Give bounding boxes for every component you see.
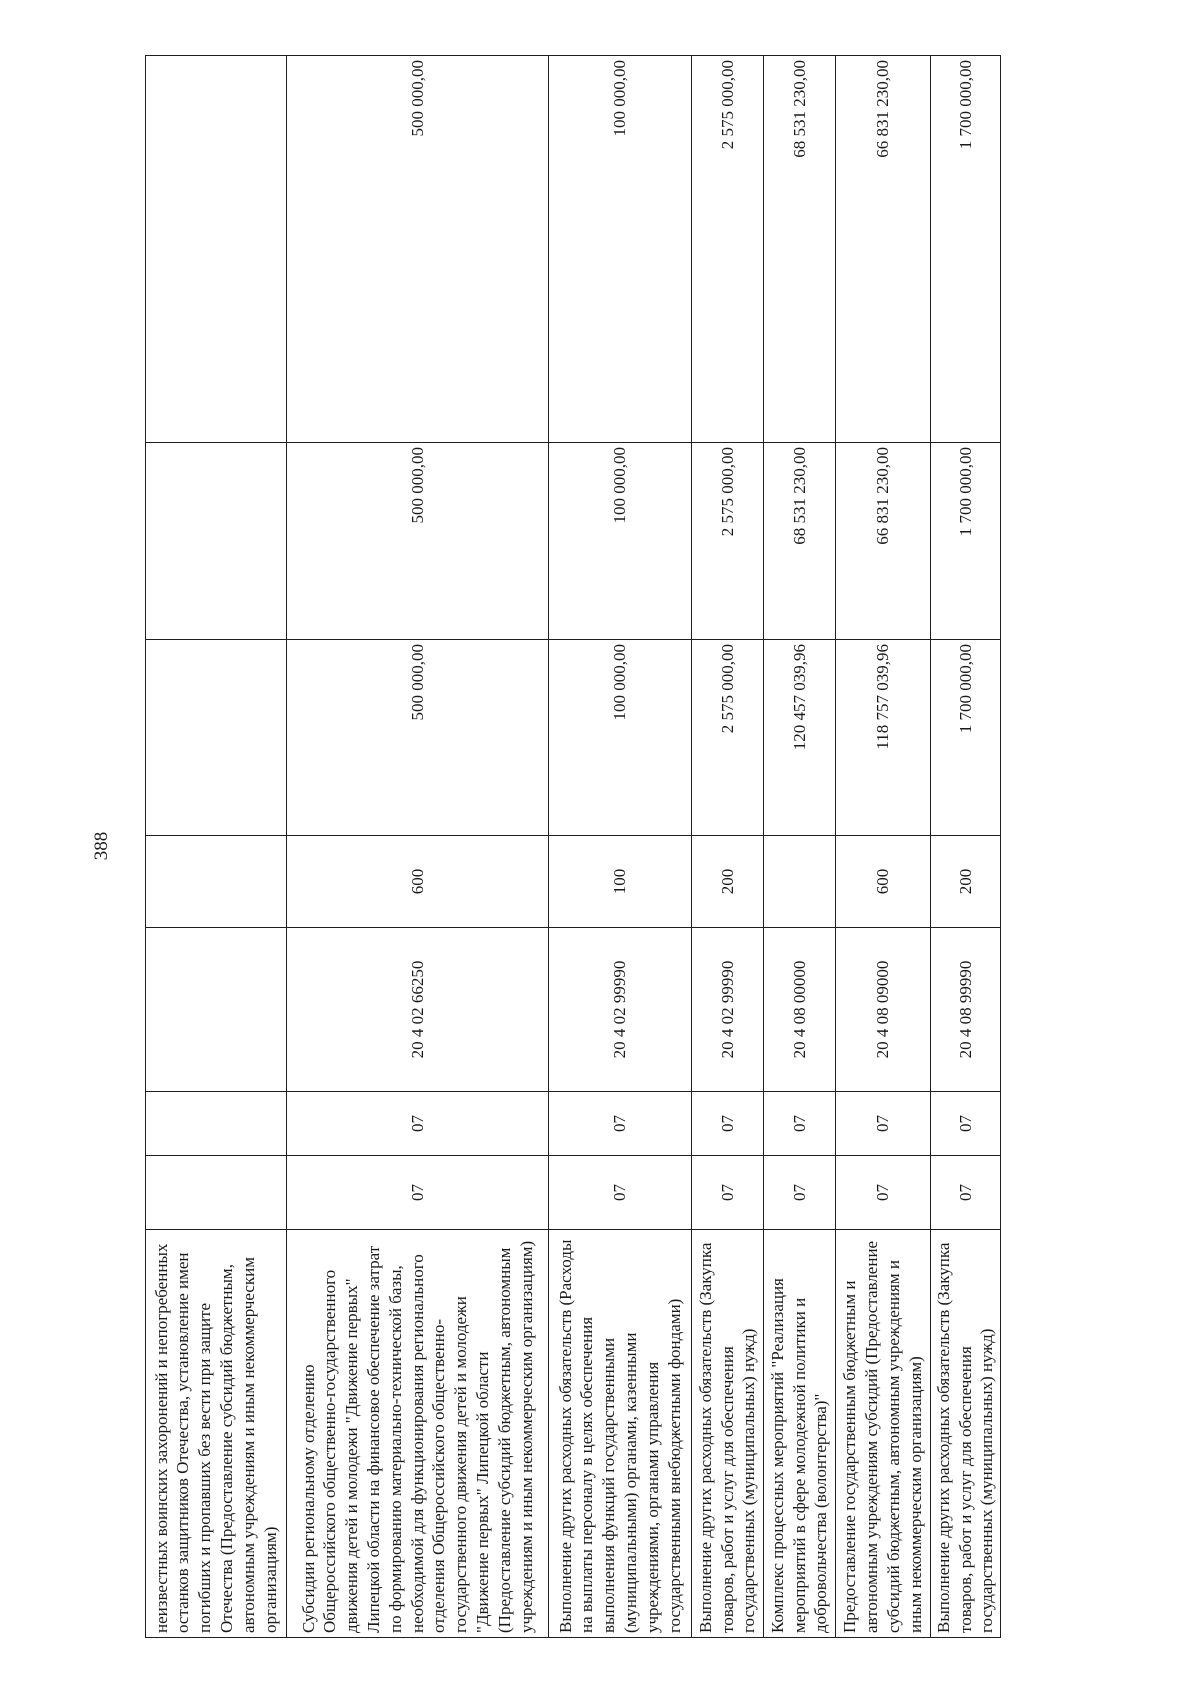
row-sum-1	[146, 640, 287, 836]
row-razdel: 07	[836, 1156, 931, 1230]
row-sum-1: 1 700 000,00	[931, 640, 1001, 836]
row-name: Комплекс процессных мероприятий "Реализация мероприятий в сфере молодежной политики и добровольчества (волонтерства)"	[764, 1230, 836, 1638]
row-sum-1: 118 757 039,96	[836, 640, 931, 836]
row-target-article: 20 4 02 99990	[692, 928, 764, 1092]
row-name: Предоставление государственным бюджетным и автономным учреждениям субсидий (Предоставление субсидий бюджетным, автономным учреждениям и иным некоммерческим организациям)	[836, 1230, 931, 1638]
row-expense-type: 100	[549, 836, 692, 928]
row-name: Субсидии региональному отделению Общероссийского общественно-государственного движения детей и молодежи "Движение первых" Липецкой области на финансовое обеспечение затрат по формированию материально-технической базы, необходимой для функционирования регионального отделения Общероссийского общественно-государственного движения детей и молодежи "Движение первых" Липецкой области (Предоставление субсидий бюджетным, автономным учреждениям и иным некоммерческим организациям)	[287, 1230, 549, 1638]
row-podrazdel: 07	[836, 1092, 931, 1156]
row-target-article: 20 4 02 66250	[287, 928, 549, 1092]
row-razdel: 07	[287, 1156, 549, 1230]
row-razdel	[146, 1156, 287, 1230]
row-razdel: 07	[764, 1156, 836, 1230]
row-sum-2	[146, 443, 287, 640]
table-row	[287, 56, 549, 1638]
row-sum-3: 1 700 000,00	[931, 56, 1001, 443]
row-sum-1: 120 457 039,96	[764, 640, 836, 836]
rotated-table-container	[145, 56, 1001, 1638]
row-expense-type	[764, 836, 836, 928]
row-sum-2: 66 831 230,00	[836, 443, 931, 640]
row-razdel: 07	[931, 1156, 1001, 1230]
table-row	[692, 56, 764, 1638]
row-sum-3: 68 531 230,00	[764, 56, 836, 443]
row-target-article	[146, 928, 287, 1092]
table-row	[931, 56, 1001, 1638]
row-name: неизвестных воинских захоронений и непогребенных останков защитников Отечества, установление имен погибших и пропавших без вести при защите Отечества (Предоставление субсидий бюджетным, автономным учреждениям и иным некоммерческим организациям)	[146, 1230, 287, 1638]
row-sum-1: 500 000,00	[287, 640, 549, 836]
row-sum-2: 1 700 000,00	[931, 443, 1001, 640]
table-row	[146, 56, 287, 1638]
row-expense-type: 200	[692, 836, 764, 928]
row-razdel: 07	[692, 1156, 764, 1230]
row-name: Выполнение других расходных обязательств (Закупка товаров, работ и услуг для обеспечения государственных (муниципальных) нужд)	[692, 1230, 764, 1638]
row-sum-2: 2 575 000,00	[692, 443, 764, 640]
row-target-article: 20 4 08 00000	[764, 928, 836, 1092]
table-row	[549, 56, 692, 1638]
row-expense-type: 600	[287, 836, 549, 928]
row-podrazdel: 07	[549, 1092, 692, 1156]
budget-table	[145, 55, 1001, 1638]
row-sum-1: 2 575 000,00	[692, 640, 764, 836]
table-row	[836, 56, 931, 1638]
row-podrazdel: 07	[931, 1092, 1001, 1156]
row-target-article: 20 4 02 99990	[549, 928, 692, 1092]
page-number: 388	[91, 831, 112, 861]
row-sum-3	[146, 56, 287, 443]
row-sum-3: 2 575 000,00	[692, 56, 764, 443]
row-name: Выполнение других расходных обязательств (Закупка товаров, работ и услуг для обеспечения государственных (муниципальных) нужд)	[931, 1230, 1001, 1638]
row-podrazdel: 07	[764, 1092, 836, 1156]
row-expense-type	[146, 836, 287, 928]
row-sum-3: 66 831 230,00	[836, 56, 931, 443]
row-sum-3: 500 000,00	[287, 56, 549, 443]
row-sum-2: 500 000,00	[287, 443, 549, 640]
row-target-article: 20 4 08 99990	[931, 928, 1001, 1092]
row-expense-type: 600	[836, 836, 931, 928]
row-sum-2: 68 531 230,00	[764, 443, 836, 640]
row-name: Выполнение других расходных обязательств (Расходы на выплаты персоналу в целях обеспечения выполнения функций государственными (муниципальными) органами, казенными учреждениями, органами управления государственными внебюджетными фондами)	[549, 1230, 692, 1638]
row-expense-type: 200	[931, 836, 1001, 928]
row-target-article: 20 4 08 09000	[836, 928, 931, 1092]
row-razdel: 07	[549, 1156, 692, 1230]
table-row	[764, 56, 836, 1638]
row-podrazdel	[146, 1092, 287, 1156]
row-podrazdel: 07	[692, 1092, 764, 1156]
row-sum-1: 100 000,00	[549, 640, 692, 836]
row-podrazdel: 07	[287, 1092, 549, 1156]
row-sum-2: 100 000,00	[549, 443, 692, 640]
row-sum-3: 100 000,00	[549, 56, 692, 443]
